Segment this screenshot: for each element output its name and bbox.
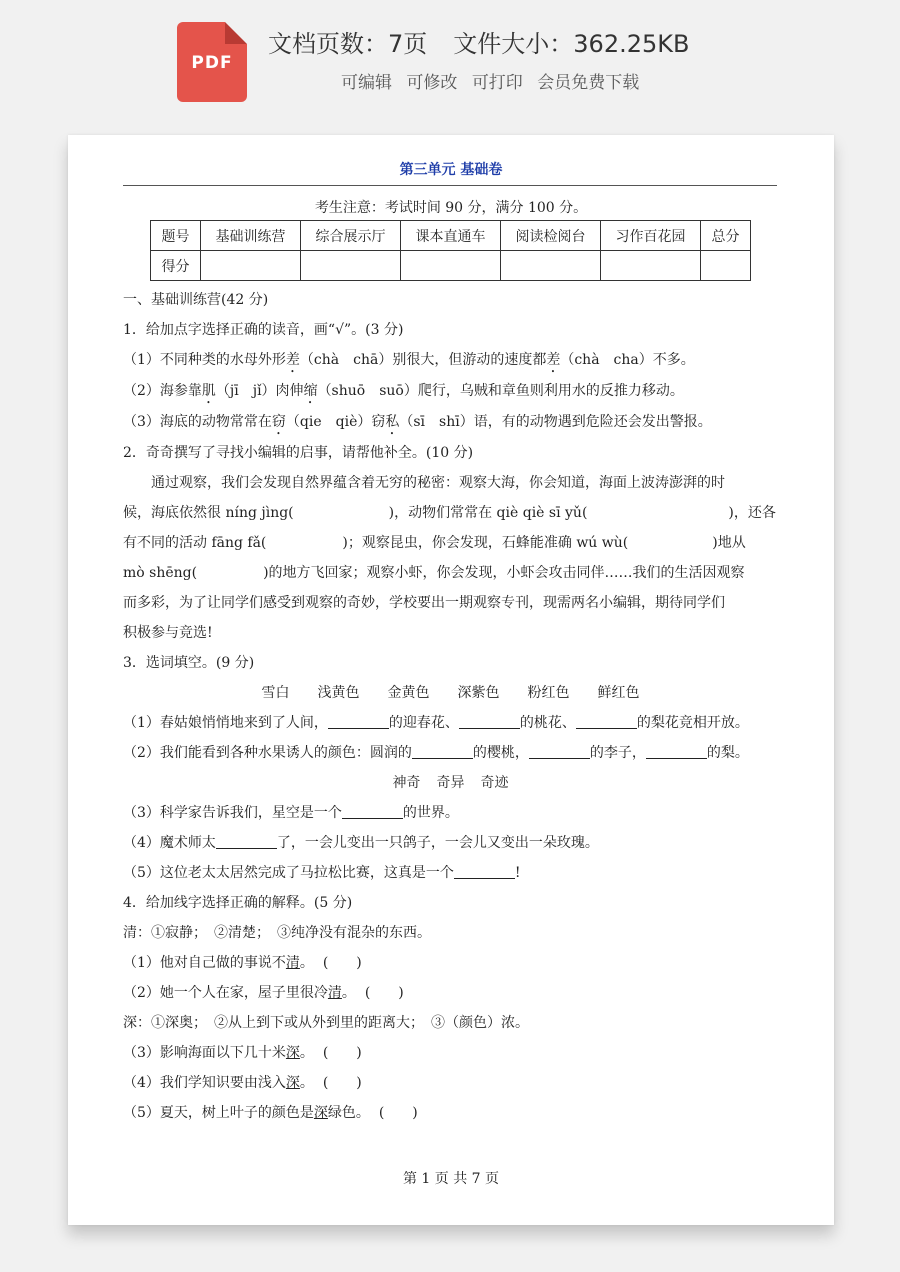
feature-printable: 可打印 [471,73,523,93]
score-cell[interactable] [701,251,751,281]
question-item [123,738,778,768]
dotted-char: 差 [546,352,561,368]
item-text: （2）她一个人在家，屋子里很冷 [123,985,328,1001]
passage-line: 通过观察，我们会发现自然界蕴含着无穷的秘密：观察大海，你会知道，海面上波涛澎湃的时 [151,475,725,491]
answer-parens[interactable]: ( ) [322,1075,362,1091]
dotted-char: 窃 [271,414,286,430]
title-divider [123,185,777,186]
feature-editable: 可编辑 [341,73,392,93]
passage-line [123,498,778,528]
item-text: （1）他对自己做的事说不 [123,955,286,971]
item-text: 。 [341,985,356,1001]
fill-blank[interactable] [328,714,389,729]
word-option: 鲜红色 [597,685,640,701]
question-item [123,1098,778,1128]
passage-line: 积极参与竞选! [123,625,213,641]
fill-blank[interactable] [412,744,473,759]
definition-line: 深：①深奥； ②从上到下或从外到里的距离大； ③（颜色）浓。 [123,1015,529,1031]
word-option: 奇异 [436,775,465,791]
passage-text: )，还各 [728,505,776,521]
score-header-cell: 阅读检阅台 [501,221,601,251]
item-text: （1）不同种类的水母外形 [123,352,286,368]
item-text: 的李子， [589,745,646,761]
item-text: 绿色。 [327,1105,370,1121]
item-text: （chà cha）不多。 [560,352,695,368]
score-cell[interactable] [201,251,301,281]
file-size: 文件大小：362.25KB [453,30,690,58]
question-stem: 2．奇奇撰写了寻找小编辑的启事，请帮他补全。(10 分) [123,445,474,461]
answer-parens[interactable]: ( ) [364,985,404,1001]
passage-line [123,528,778,558]
item-text: （4）魔术师太 [123,835,216,851]
item-text: 的世界。 [402,805,459,821]
item-text: （3）科学家告诉我们，星空是一个 [123,805,342,821]
item-text: （3）影响海面以下几十米 [123,1045,286,1061]
page-footer: 第 1 页 共 7 页 [402,1171,500,1187]
dotted-char: 私 [385,414,400,430]
score-cell[interactable] [301,251,401,281]
underlined-char: 清 [327,985,342,1001]
item-text: （sī shī）语，有的动物遇到危险还会发出警报。 [399,414,712,430]
item-text: 的梨花竞相开放。 [636,715,749,731]
word-bank [123,768,778,798]
answer-parens[interactable]: ( ) [322,1045,362,1061]
dotted-char: 肌 [201,383,216,399]
fill-blank[interactable] [646,744,707,759]
feature-member-download: 会员免费下载 [537,73,640,93]
question-item [123,407,778,438]
score-header-cell: 总分 [701,221,751,251]
definition-line: 清：①寂静； ②清楚； ③纯净没有混杂的东西。 [123,925,431,941]
item-text: 。 [299,1045,314,1061]
passage-text: 候，海底依然很 níng jìng( [123,505,294,521]
document-page [68,135,834,1225]
item-text: （2）海参靠 [123,383,202,399]
score-table-score-row [151,251,751,281]
item-text: （2）我们能看到各种水果诱人的颜色：圆润的 [123,745,412,761]
question-item [123,828,778,858]
passage-text: )，动物们常常在 qiè qiè sī yǔ( [388,505,588,521]
underlined-char: 清 [285,955,300,971]
word-option: 神奇 [392,775,421,791]
score-row-label: 得分 [151,251,201,281]
word-option: 深紫色 [457,685,500,701]
score-header-cell: 基础训练营 [201,221,301,251]
item-text: ! [514,865,521,881]
item-text: （chà chā）别很大，但游动的速度都 [299,352,547,368]
question-item [123,1038,778,1068]
question-item [123,1068,778,1098]
score-cell[interactable] [501,251,601,281]
question-item [123,708,778,738]
item-text: 的梨。 [706,745,749,761]
underlined-char: 深 [285,1075,300,1091]
score-table [150,220,751,281]
page-count: 文档页数：7页 [268,30,428,58]
word-option: 浅黄色 [317,685,360,701]
item-text: 的桃花、 [519,715,576,731]
passage-text: )的地方飞回家；观察小虾，你会发现，小虾会攻击同伴……我们的生活因观察 [263,565,745,581]
fill-blank[interactable] [576,714,637,729]
item-text: 。 [299,1075,314,1091]
word-option: 奇迹 [480,775,509,791]
passage-line: 而多彩，为了让同学们感受到观察的奇妙，学校要出一期观察专刊，现需两名小编辑，期待同学们 [123,595,725,611]
fill-blank[interactable] [342,804,403,819]
question-stem: 4．给加线字选择正确的解释。(5 分) [123,895,353,911]
item-text: （3）海底的动物常常在 [123,414,272,430]
question-stem: 1．给加点字选择正确的读音，画“√”。(3 分) [123,322,404,338]
question-item [123,345,778,376]
question-item [123,978,778,1008]
section-heading: 一、基础训练营(42 分) [123,292,269,308]
passage-line [123,558,778,588]
doc-title: 第三单元 基础卷 [399,162,503,178]
word-option: 雪白 [261,685,290,701]
question-item [123,858,778,888]
underlined-char: 深 [313,1105,328,1121]
fill-blank[interactable] [216,834,277,849]
item-text: （jī jǐ）肉伸 [215,383,304,399]
item-text: （5）这位老太太居然完成了马拉松比赛，这真是一个 [123,865,454,881]
score-header-cell: 题号 [151,221,201,251]
fill-blank[interactable] [459,714,520,729]
question-item [123,798,778,828]
pdf-file-icon [177,22,247,102]
item-text: 的迎春花、 [388,715,459,731]
score-cell[interactable] [401,251,501,281]
pdf-badge-label: PDF [191,53,233,73]
question-stem: 3．选词填空。(9 分) [123,655,255,671]
item-text: （qie qiè）窃 [285,414,386,430]
fill-blank[interactable] [454,864,515,879]
word-bank [123,678,778,708]
passage-text: )地从 [712,535,746,551]
answer-parens[interactable]: ( ) [378,1105,418,1121]
fill-blank[interactable] [529,744,590,759]
item-text: 的樱桃， [472,745,529,761]
feature-list [341,68,648,93]
word-option: 粉红色 [527,685,570,701]
passage-text: 有不同的活动 fāng fǎ( [123,535,267,551]
dotted-char: 缩 [303,383,318,399]
item-text: （5）夏天，树上叶子的颜色是 [123,1105,314,1121]
question-item [123,948,778,978]
item-text: 。 [299,955,314,971]
score-cell[interactable] [601,251,701,281]
score-header-cell: 课本直通车 [401,221,501,251]
passage-text: mò shēng( [123,565,198,581]
score-table-header-row [151,221,751,251]
question-item [123,376,778,407]
dotted-char: 差 [285,352,300,368]
item-text: （1）春姑娘悄悄地来到了人间， [123,715,328,731]
answer-parens[interactable]: ( ) [322,955,362,971]
feature-modifiable: 可修改 [406,73,458,93]
word-option: 金黄色 [387,685,430,701]
item-text: （4）我们学知识要由浅入 [123,1075,286,1091]
passage-text: )；观察昆虫，你会发现，石蜂能准确 wú wù( [342,535,629,551]
item-text: （shuō suō）爬行，乌贼和章鱼则利用水的反推力移动。 [317,383,684,399]
exam-body [123,285,778,1128]
score-header-cell: 习作百花园 [601,221,701,251]
item-text: 了，一会儿变出一只鸽子，一会儿又变出一朵玫瑰。 [276,835,599,851]
exam-notice: 考生注意：考试时间 90 分，满分 100 分。 [314,200,588,216]
file-info [268,24,689,59]
score-header-cell: 综合展示厅 [301,221,401,251]
underlined-char: 深 [285,1045,300,1061]
